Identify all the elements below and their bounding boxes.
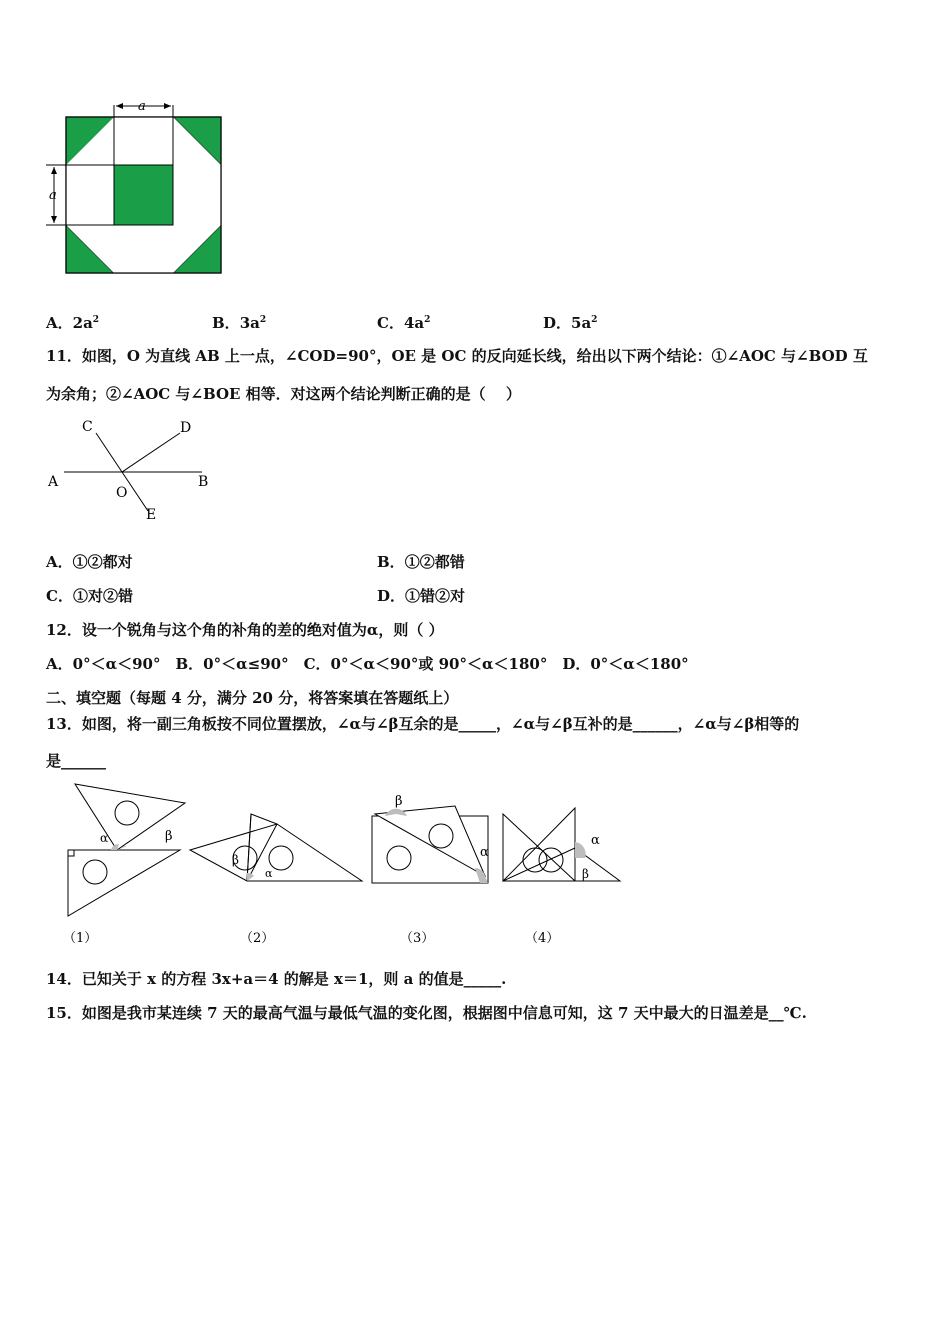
label-E: E xyxy=(146,507,157,523)
q12-options[interactable]: A．0°＜α＜90° B．0°＜α≤90° C．0°＜α＜90°或 90°＜α＜180° D．0°＜α＜180° xyxy=(46,655,689,673)
q13-stem-line2: 是______ xyxy=(46,752,107,770)
q13-stem-line1: 13．如图，将一副三角板按不同位置摆放，∠α与∠β互余的是_____，∠α与∠β互补的是______，∠α与∠β相等的 xyxy=(46,715,800,733)
fig3-caption: （3） xyxy=(400,931,435,946)
fig3-alpha: α xyxy=(480,845,489,860)
fig2-beta: β xyxy=(232,853,239,867)
q13-figure-1 xyxy=(63,784,185,946)
fig3-beta: β xyxy=(395,794,403,809)
fig4-caption: （4） xyxy=(525,931,560,946)
dim-label-left: a xyxy=(49,188,57,203)
q11-stem-line1: 11．如图，O 为直线 AB 上一点，∠COD=90°，OE 是 OC 的反向延长线，给出以下两个结论：①∠AOC 与∠BOD 互 xyxy=(46,347,868,365)
fig4-alpha: α xyxy=(591,833,600,848)
q15-text: 15．如图是我市某连续 7 天的最高气温与最低气温的变化图，根据图中信息可知，这 7 天中最大的日温差是__℃. xyxy=(46,1004,807,1022)
q11-option-b[interactable]: B．①②都错 xyxy=(377,553,465,571)
q14-text: 14．已知关于 x 的方程 3x+a＝4 的解是 x＝1，则 a 的值是_____. xyxy=(46,970,507,988)
q11-stem-line2: 为余角；②∠AOC 与∠BOE 相等．对这两个结论判断正确的是（ ） xyxy=(46,385,521,403)
dim-label-top: a xyxy=(138,99,146,114)
label-O: O xyxy=(116,485,128,501)
q13-figure-4 xyxy=(503,808,620,946)
q10-option-d[interactable]: D．$5a^2$ xyxy=(543,314,598,332)
section-heading: 二、填空题（每题 4 分，满分 20 分，将答案填在答题纸上） xyxy=(46,689,459,707)
q12-stem: 12．设一个锐角与这个角的补角的差的绝对值为α，则（ ） xyxy=(46,621,444,639)
fig2-caption: （2） xyxy=(240,931,275,946)
q10-option-b[interactable]: B．$3a^2$ xyxy=(212,314,267,332)
q13-figure-2 xyxy=(190,814,362,946)
label-B: B xyxy=(198,474,209,490)
q11-figure xyxy=(40,415,220,525)
fig1-alpha: α xyxy=(100,831,109,845)
fig4-beta: β xyxy=(582,867,589,881)
fig1-caption: （1） xyxy=(63,931,98,946)
q13-figures xyxy=(55,778,655,953)
label-C: C xyxy=(82,419,93,435)
q11-option-d[interactable]: D．①错②对 xyxy=(377,587,466,605)
fig1-beta: β xyxy=(165,829,173,844)
fig2-alpha: α xyxy=(265,867,273,880)
center-square xyxy=(114,165,173,225)
q10-figure xyxy=(40,95,240,285)
label-D: D xyxy=(180,420,192,436)
label-A: A xyxy=(48,474,59,490)
q11-option-a[interactable]: A．①②都对 xyxy=(46,553,133,571)
q13-figure-3 xyxy=(372,794,489,946)
q11-option-c[interactable]: C．①对②错 xyxy=(46,587,133,605)
q10-option-c[interactable]: C．$4a^2$ xyxy=(377,314,431,332)
q10-option-a[interactable]: A．$2a^2$ xyxy=(46,314,100,332)
